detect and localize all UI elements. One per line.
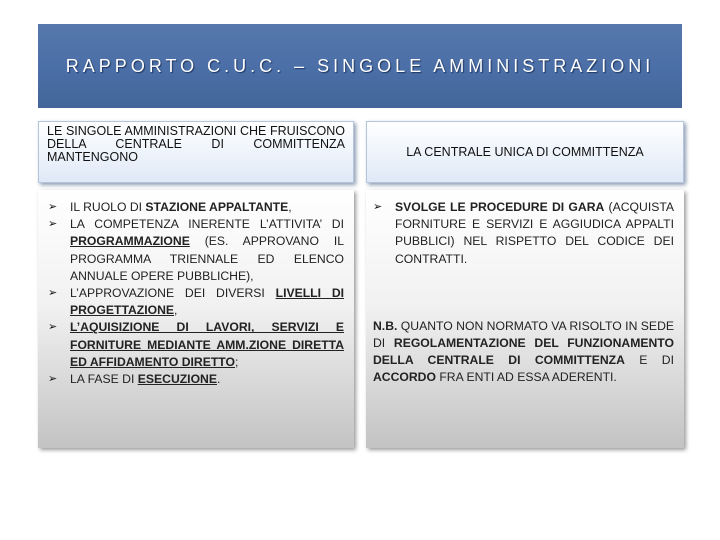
left-content-panel	[38, 190, 354, 448]
note-emphasis: ACCORDO	[373, 370, 436, 385]
title-banner	[38, 24, 682, 108]
arrow-bullet-icon: ➢	[48, 373, 58, 386]
item-text: LA COMPETENZA INERENTE L’ATTIVITA’ DI	[70, 217, 344, 232]
item-emphasis: LIVELLI DI PROGETTAZIONE	[70, 286, 344, 318]
item-text-end: .	[216, 372, 221, 387]
right-bullet-list	[373, 199, 674, 268]
item-emphasis: L’AQUISIZIONE DI LAVORI, SERVIZI E FORNITURE MEDIANTE AMM.ZIONE DIRETTA ED AFFIDAMENTO DIRETTO	[70, 320, 344, 369]
item-text-end: ;	[234, 354, 239, 369]
item-text-end: (ES. APPROVANO IL PROGRAMMA TRIENNALE ED ELENCO ANNUALE OPERE PUBBLICHE),	[70, 234, 344, 283]
item-text: (ACQUISTA FORNITURE E SERVIZI E AGGIUDICA APPALTI PUBBLICI) NEL RISPETTO DEL CODICE DEI CONTRATTI.	[395, 200, 674, 266]
list-item	[48, 285, 344, 319]
list-item	[48, 216, 344, 285]
list-item	[373, 199, 674, 268]
list-item	[48, 199, 344, 216]
note-text: E DI	[624, 353, 674, 368]
item-emphasis: STAZIONE APPALTANTE	[145, 200, 289, 214]
arrow-bullet-icon: ➢	[48, 287, 58, 300]
note-emphasis: REGOLAMENTAZIONE DEL FUNZIONAMENTO DELLA CENTRALE DI COMMITTENZA	[373, 336, 674, 368]
left-header-text: LE SINGOLE AMMINISTRAZIONI CHE FRUISCONO DELLA CENTRALE DI COMMITTENZA MANTENGONO	[47, 124, 345, 164]
note-paragraph	[373, 318, 674, 387]
arrow-bullet-icon: ➢	[48, 201, 58, 213]
list-item	[48, 319, 344, 371]
right-header-text: LA CENTRALE UNICA DI COMMITTENZA	[406, 145, 644, 159]
item-emphasis: PROGRAMMAZIONE	[70, 234, 190, 249]
item-text: L’APPROVAZIONE DEI DIVERSI	[70, 286, 276, 301]
arrow-bullet-icon: ➢	[48, 218, 58, 231]
note-text: FRA ENTI AD ESSA ADERENTI.	[435, 370, 617, 385]
item-text: LA FASE DI	[70, 372, 138, 387]
right-header-box	[366, 121, 684, 183]
right-content-panel	[366, 190, 684, 448]
item-text-end: ,	[174, 303, 178, 318]
arrow-bullet-icon: ➢	[48, 321, 58, 334]
slide-title: RAPPORTO C.U.C. – SINGOLE AMMINISTRAZIONI	[65, 55, 655, 76]
item-text: IL RUOLO DI	[70, 200, 146, 214]
note-label: N.B.	[373, 318, 398, 333]
note-text: QUANTO NON NORMATO VA RISOLTO IN SEDE DI	[373, 318, 674, 351]
list-item	[48, 371, 344, 388]
left-bullet-list	[48, 199, 344, 388]
left-header-box	[38, 121, 354, 183]
item-emphasis: SVOLGE LE PROCEDURE DI GARA	[395, 200, 605, 214]
item-text-end: ,	[288, 200, 292, 214]
item-emphasis: ESECUZIONE	[137, 372, 217, 387]
arrow-bullet-icon: ➢	[373, 201, 383, 213]
